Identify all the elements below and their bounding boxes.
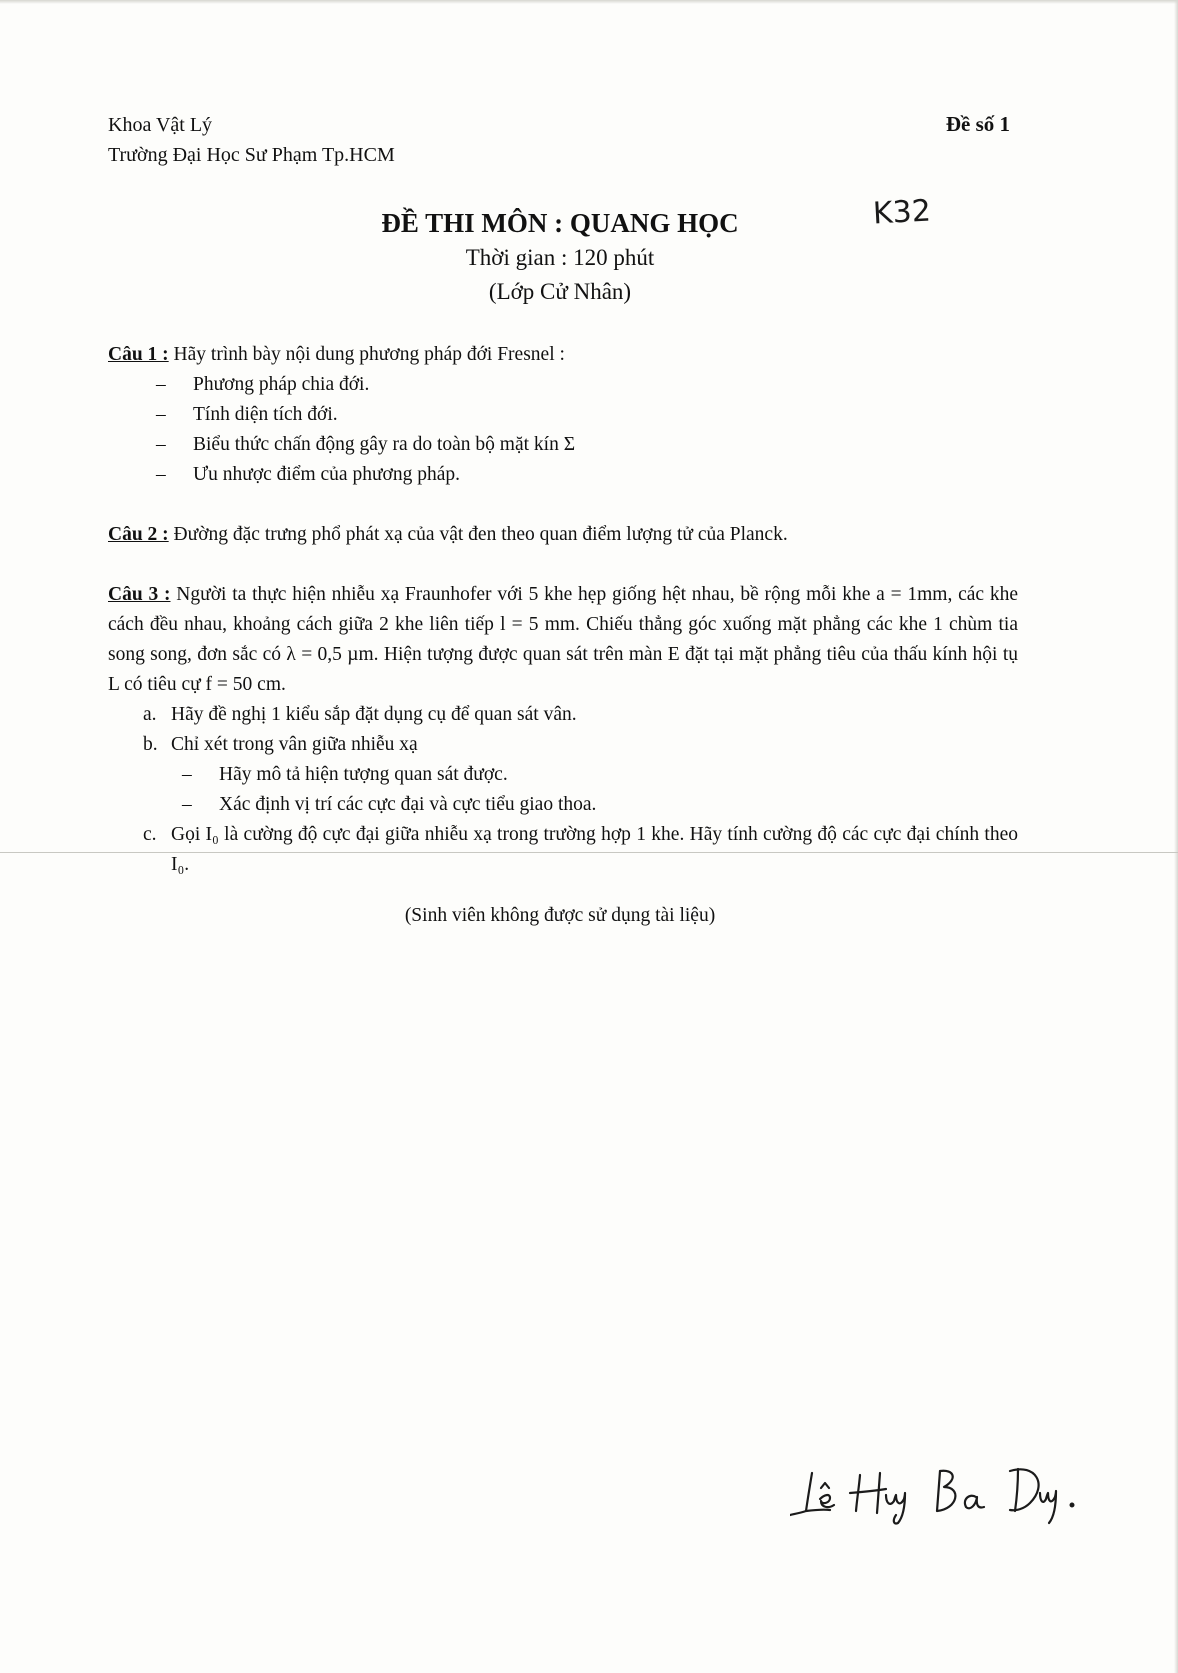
question-1 — [108, 340, 1018, 490]
question-1-items — [108, 370, 1018, 490]
part-marker: b. — [143, 734, 158, 755]
question-3-part-b-items — [171, 760, 1018, 820]
part-marker: a. — [143, 704, 157, 725]
list-item: – Phương pháp chia đới. — [156, 370, 1018, 400]
signature-image — [790, 1455, 1080, 1525]
question-2-text: Đường đặc trưng phổ phát xạ của vật đen theo quan điểm lượng tử của Planck. — [173, 524, 788, 545]
faculty-name: Khoa Vật Lý — [108, 114, 213, 136]
exam-duration: Thời gian : 120 phút — [465, 245, 655, 270]
question-3-parts — [108, 700, 1018, 880]
exam-class: (Lớp Cử Nhân) — [488, 279, 632, 304]
question-3-label: Câu 3 : — [108, 584, 171, 605]
list-item: – Tính diện tích đới. — [156, 400, 1018, 430]
header-institution — [108, 110, 395, 170]
footer-note: (Sinh viên không được sử dụng tài liệu) — [404, 905, 716, 926]
part-text: Chỉ xét trong vân giữa nhiễu xạ — [171, 734, 418, 755]
exam-title: ĐỀ THI MÔN : QUANG HỌC — [381, 208, 739, 238]
question-3-part-b — [143, 730, 1018, 820]
question-1-text: Hãy trình bày nội dung phương pháp đới Fresnel : — [173, 344, 565, 365]
question-3-text: Người ta thực hiện nhiễu xạ Fraunhofer với 5 khe hẹp giống hệt nhau, bề rộng mỗi khe a = 1mm, các khe cách đều nhau, khoảng cách giữa 2 khe liên tiếp l = 5 mm. Chiếu thẳng góc xuống mặt phẳng các khe 1 chùm tia song song, đơn sắc có λ = 0,5 µm. Hiện tượng được quan sát trên màn E đặt tại mặt phẳng tiêu của thấu kính hội tụ L có tiêu cự f = 50 cm. — [108, 584, 1019, 695]
title-block — [0, 205, 1120, 309]
question-2 — [108, 520, 1018, 550]
question-3-part-c — [143, 820, 1018, 880]
question-3 — [108, 580, 1018, 880]
exam-number: Đề số 1 — [945, 112, 1010, 136]
question-2-label: Câu 2 : — [108, 524, 169, 545]
paper-right-edge — [1174, 0, 1178, 1673]
list-item: – Biểu thức chấn động gây ra do toàn bộ mặt kín Σ — [156, 430, 1018, 460]
part-marker: c. — [143, 824, 157, 845]
list-item: – Xác định vị trí các cực đại và cực tiểu giao thoa. — [182, 790, 1018, 820]
exam-content — [108, 340, 1018, 880]
handwritten-note: K32 — [872, 193, 932, 232]
part-text: Gọi I₀ là cường độ cực đại giữa nhiễu xạ trong trường hợp 1 khe. Hãy tính cường độ các cực đại chính theo I₀. — [171, 824, 1018, 875]
list-item: – Ưu nhược điểm của phương pháp. — [156, 460, 1018, 490]
question-3-part-a — [143, 700, 1018, 730]
list-item: – Hãy mô tả hiện tượng quan sát được. — [182, 760, 1018, 790]
paper-top-edge — [0, 0, 1178, 4]
university-name: Trường Đại Học Sư Phạm Tp.HCM — [108, 144, 395, 166]
question-1-label: Câu 1 : — [108, 344, 169, 365]
part-text: Hãy đề nghị 1 kiểu sắp đặt dụng cụ để quan sát vân. — [171, 704, 577, 725]
